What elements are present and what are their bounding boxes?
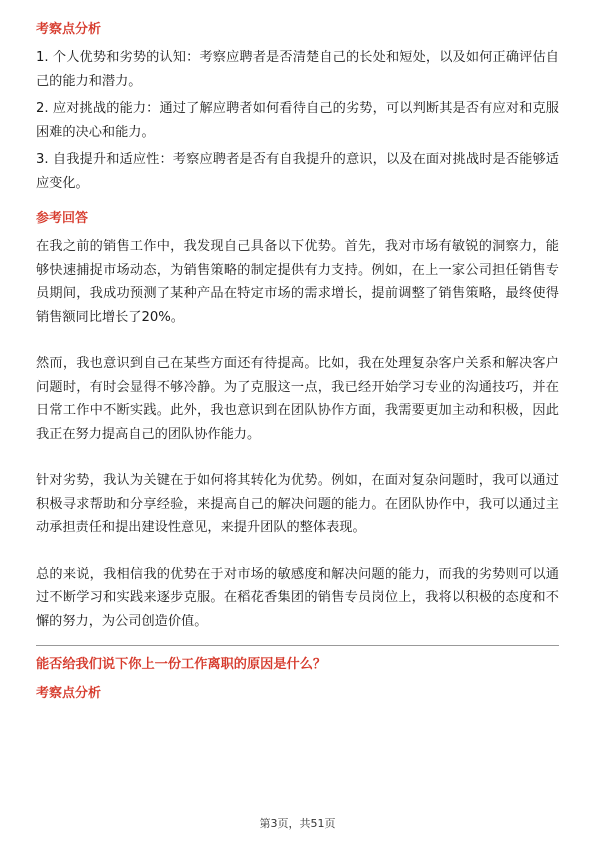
analysis-item-2: 2. 应对挑战的能力：通过了解应聘者如何看待自己的劣势，可以判断其是否有应对和克服困难的决心和能力。 <box>36 101 559 140</box>
answer-paragraph-2: 然而，我也意识到自己在某些方面还有待提高。比如，我在处理复杂客户关系和解决客户问题时，有时会显得不够冷静。为了克服这一点，我已经开始学习专业的沟通技巧，并在日常工作中不断实践。此外，我也意识到在团队协作方面，我需要更加主动和积极，因此我正在努力提高自己的团队协作能力。 <box>36 356 559 442</box>
answer-paragraph-3: 针对劣势，我认为关键在于如何将其转化为优势。例如，在面对复杂问题时，我可以通过积极寻求帮助和分享经验，来提高自己的解决问题的能力。在团队协作中，我可以通过主动承担责任和提出建设性意见，来提升团队的整体表现。 <box>36 473 559 535</box>
analysis-heading: 考察点分析 <box>36 22 102 37</box>
reference-answer-heading: 参考回答 <box>36 211 89 226</box>
answer-paragraph-4: 总的来说，我相信我的优势在于对市场的敏感度和解决问题的能力，而我的劣势则可以通过不断学习和实践来逐步克服。在稻花香集团的销售专员岗位上，我将以积极的态度和不懈的努力，为公司创造价值。 <box>36 566 559 629</box>
answer-paragraph-1: 在我之前的销售工作中，我发现自己具备以下优势。首先，我对市场有敏锐的洞察力，能够快速捕捉市场动态，为销售策略的制定提供有力支持。例如，在上一家公司担任销售专员期间，我成功预测了某种产品在特定市场的需求增长，提前调整了销售策略，最终使得销售额同比增长了20%。 <box>36 239 559 325</box>
next-question-title: 能否给我们说下你上一份工作离职的原因是什么？ <box>36 657 327 672</box>
analysis-item-1: 1. 个人优势和劣势的认知：考察应聘者是否清楚自己的长处和短处，以及如何正确评估自己的能力和潜力。 <box>36 50 559 89</box>
analysis-item-3: 3. 自我提升和适应性：考察应聘者是否有自我提升的意识，以及在面对挑战时是否能够适应变化。 <box>36 152 559 191</box>
next-analysis-heading: 考察点分析 <box>36 686 102 701</box>
page-number-footer: 第3页，共51页 <box>259 817 336 830</box>
section-divider <box>36 645 559 646</box>
page-content <box>36 20 559 710</box>
